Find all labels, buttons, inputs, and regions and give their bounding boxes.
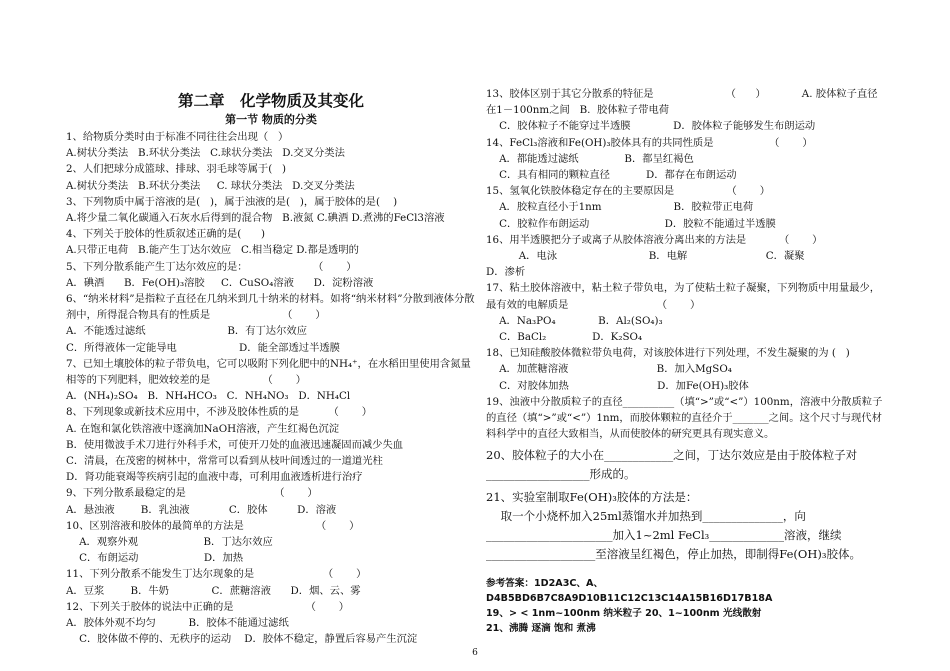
question-line: 13、胶体区别于其它分散系的特征是 （ ） A. 胶体粒子直径在1－100nm之间 B. 胶体粒子带电荷 — [486, 88, 878, 117]
question-line: A．悬浊液 B．乳浊液 C．胶体 D．溶液 — [66, 503, 337, 516]
question-line: A．(NH₄)₂SO₄ B．NH₄HCO₃ C．NH₄NO₃ D．NH₄Cl — [66, 390, 351, 403]
question-line: B．使用微波手术刀进行外科手术，可使开刀处的血液迅速凝固而减少失血 — [66, 438, 404, 451]
question-line: A．观察外观 B．丁达尔效应 — [66, 536, 273, 549]
question-21-title: 21、实验室制取Fe(OH)₃胶体的方法是： — [486, 490, 698, 505]
question-line: 18、已知硅酸胶体微粒带负电荷，对该胶体进行下列处理，不发生凝聚的为 ( ) — [486, 347, 850, 360]
question-line: 17、粘土胶体溶液中，粘土粒子带负电，为了使粘土粒子凝聚，下列物质中用量最少，最有效的电解质是 （ ） — [486, 282, 881, 311]
question-line: 12、下列关于胶体的说法中正确的是 （ ） — [66, 600, 350, 613]
question-line: C．胶粒作布朗运动 D．胶粒不能通过半透膜 — [486, 217, 776, 230]
question-21-body: 取一个小烧杯加入25ml蒸馏水并加热到______________，向______________________加入1~2ml FeCl₃_____________溶液，继续___________________至溶液呈红褐色，停止加热，即制得Fe(OH)₃胶体。 — [486, 509, 861, 562]
section-title: 第一节 物质的分类 — [225, 113, 317, 126]
question-line: A．电泳 B．电解 C．凝聚 D．渗析 — [486, 250, 933, 279]
question-line: 4、下列关于胶体的性质叙述正确的是( ) — [66, 228, 265, 241]
question-line: C．具有相同的颗粒直径 D．都存在布朗运动 — [486, 169, 737, 182]
left-column — [66, 85, 476, 648]
question-line: A．碘酒 B．Fe(OH)₃溶胶 C．CuSO₄溶液 D．淀粉溶液 — [66, 276, 374, 289]
question-line: C．清晨，在茂密的树林中，常常可以看到从枝叶间透过的一道道光柱 — [66, 455, 383, 468]
question-line: A．Na₃PO₄ B．Al₂(SO₄)₃ — [486, 314, 663, 327]
question-line: 10、区别溶液和胶体的最简单的方法是 （ ） — [66, 519, 360, 532]
question-line: 14、FeCl₃溶液和Fe(OH)₃胶体具有的共同性质是 （ ） — [486, 136, 813, 149]
question-line: A．不能透过滤纸 B．有丁达尔效应 — [66, 325, 307, 338]
question-line: C．所得液体一定能导电 D．能全部透过半透膜 — [66, 341, 340, 354]
question-line: 9、下列分散系最稳定的是 （ ） — [66, 487, 318, 500]
question-line: A.树状分类法 B.环状分类法 C. 球状分类法 D.交叉分类法 — [66, 179, 355, 192]
question-line: 1、给物质分类时由于标准不同往往会出现（ ） — [66, 131, 289, 143]
question-line: A．豆浆 B．牛奶 C．蔗糖溶液 D．烟、云、雾 — [66, 584, 361, 597]
page-number: 6 — [472, 648, 478, 658]
question-line: A．胶体外观不均匀 B．胶体不能通过滤纸 — [66, 617, 289, 630]
question-line: A．都能透过滤纸 B．都呈红褐色 — [486, 152, 694, 165]
question-line: 7、已知土壤胶体的粒子带负电，它可以吸附下列化肥中的NH₄⁺，在水稻田里使用含氮量相等的下列肥料，肥效较差的是 （ ） — [66, 357, 471, 387]
answer-key — [486, 576, 886, 636]
question-line: C．胶体做不停的、无秩序的运动 D．胶体不稳定，静置后容易产生沉淀 — [66, 633, 418, 646]
question-line: 15、氢氧化铁胶体稳定存在的主要原因是 （ ） — [486, 185, 771, 198]
question-line: 8、下列现象或新技术应用中，不涉及胶体性质的是 （ ） — [66, 406, 373, 419]
right-column — [486, 86, 933, 636]
answer-values: 1D2A3C、A、D4B5BD6B7C8A9D10B11C12C13C14A15B16D17B18A — [486, 578, 773, 605]
question-line: A.将少量二氧化碳通入石灰水后得到的混合物 B.液氮 C.碘酒 D.煮沸的FeCl3溶液 — [66, 212, 445, 225]
question-line: 2、人们把球分成篮球、排球、羽毛球等属于( ) — [66, 163, 287, 176]
question-line: A.只带正电荷 B.能产生丁达尔效应 C.相当稳定 D.都是透明的 — [66, 244, 359, 257]
question-20: 20、胶体粒子的大小在____________之间，丁达尔效应是由于胶体粒子对__________________形成的。 — [486, 448, 858, 482]
question-line: A．胶粒直径小于1nm B．胶粒带正电荷 — [486, 201, 754, 214]
answer-line-3: 21、沸腾 逐滴 饱和 煮沸 — [486, 623, 596, 635]
question-line: C．胶体粒子不能穿过半透膜 D．胶体粒子能够发生布朗运动 — [486, 120, 816, 133]
answer-line-2: 19、> < 1nm~100nm 纳米粒子 20、1~100nm 光线散射 — [486, 608, 762, 620]
question-line: D．肾功能衰竭等疾病引起的血液中毒，可利用血液透析进行治疗 — [66, 471, 363, 484]
question-line: 19、浊液中分散质粒子的直径__________（填“>”或“<”）100nm，溶液中分散质粒子的直径（填“>”或“<”）1nm，而胶体颗粒的直径介于_______之间。这个尺寸与现代材料科学中的直径大致相当，从而使胶体的研究更具有现实意义。 — [486, 395, 883, 441]
question-line: C．对胶体加热 D．加Fe(OH)₃胶体 — [486, 379, 749, 392]
question-line: C．布朗运动 D．加热 — [66, 552, 244, 565]
question-line: A. 在饱和氯化铁溶液中逐滴加NaOH溶液，产生红褐色沉淀 — [66, 422, 340, 435]
question-line: 3、下列物质中属于溶液的是( )，属于浊液的是( )，属于胶体的是( ) — [66, 195, 398, 208]
question-line: C．BaCl₂ D．K₂SO₄ — [486, 331, 643, 344]
answer-line-1 — [486, 576, 886, 606]
question-line: 11、下列分散系不能发生丁达尔现象的是 （ ） — [66, 568, 367, 581]
question-line: A．加蔗糖溶液 B．加入MgSO₄ — [486, 363, 732, 376]
chapter-title: 第二章 化学物质及其变化 — [177, 92, 364, 110]
question-line: A.树状分类法 B.环状分类法 C.球状分类法 D.交叉分类法 — [66, 147, 345, 160]
answer-label: 参考答案： — [486, 578, 534, 590]
question-line: 5、下列分散系能产生丁达尔效应的是： （ ） — [66, 260, 357, 273]
question-line: 6、“纳米材料”是指粒子直径在几纳米到几十纳米的材料。如将“纳米材料”分散到液体分散剂中，所得混合物具有的性质是 （ ） — [66, 293, 475, 322]
question-line: 16、用半透膜把分子或离子从胶体溶液分离出来的方法是 （ ） — [486, 233, 823, 246]
